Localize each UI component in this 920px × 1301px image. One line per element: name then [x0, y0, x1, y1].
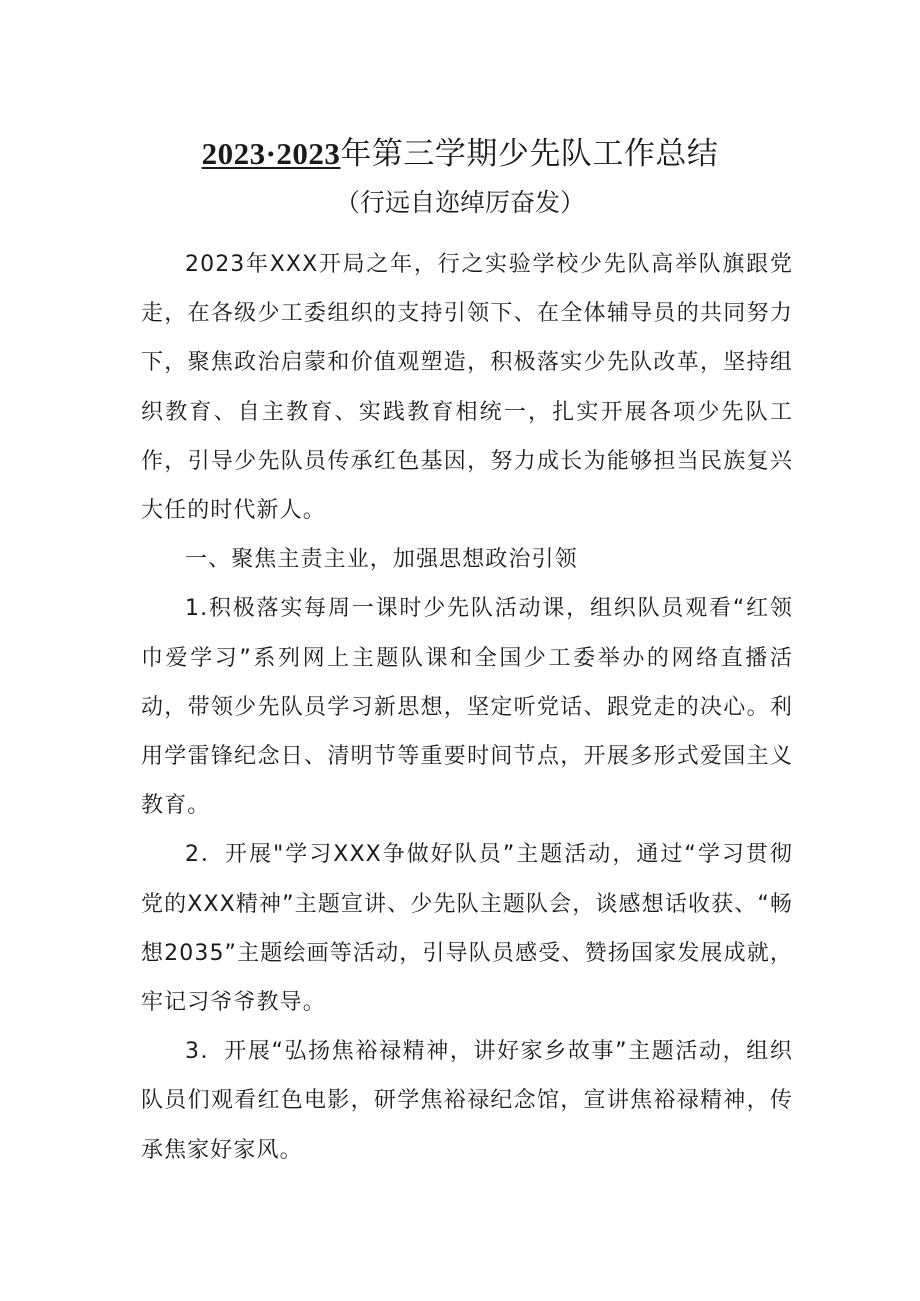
subtitle: （行远自迩绰厉奋发）	[334, 188, 585, 217]
list-item: 1.积极落实每周一课时少先队活动课，组织队员观看“红领巾爱学习”系列网上主题队课和全国少工委举办的网络直播活动，带领少先队员学习新思想，坚定听党话、跟党走的决心。利用学雷锋纪念日、清明节等重要时间节点，开展多形式爱国主义教育。	[141, 596, 793, 819]
section-heading: 一、聚焦主责主业，加强思想政治引领	[185, 547, 578, 573]
title-text: 年第三学期少先队工作总结	[340, 136, 719, 172]
list-item: 3．开展“弘扬焦裕禄精神，讲好家乡故事”主题活动，组织队员们观看红色电影，研学焦裕禄纪念馆，宣讲焦裕禄精神，传承焦家好家风。	[141, 1039, 793, 1163]
page-title	[0, 128, 920, 180]
title-year: 2023·2023	[201, 136, 341, 171]
list-item: 2．开展"学习XXX争做好队员”主题活动，通过“学习贯彻党的XXX精神”主题宣讲、少先队主题队会，谈感想话收获、“畅想2035”主题绘画等活动，引导队员感受、赞扬国家发展成就，牢记习爷爷教导。	[141, 842, 793, 1016]
intro-paragraph: 2023年XXX开局之年，行之实验学校少先队高举队旗跟党走，在各级少工委组织的支持引领下、在全体辅导员的共同努力下，聚焦政治启蒙和价值观塑造，积极落实少先队改革，坚持组织教育、自主教育、实践教育相统一，扎实开展各项少先队工作，引导少先队员传承红色基因，努力成长为能够担当民族复兴大任的时代新人。	[141, 252, 793, 524]
document-body	[141, 240, 793, 1175]
